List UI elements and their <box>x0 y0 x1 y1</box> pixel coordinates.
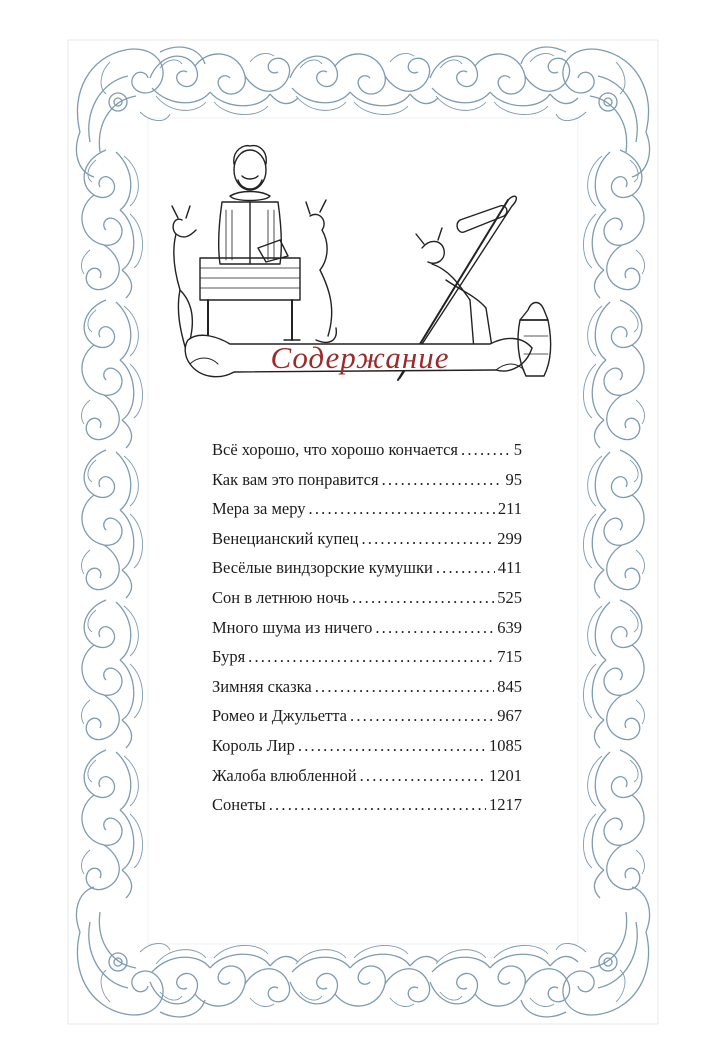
toc-entry[interactable] <box>212 618 522 648</box>
toc-entry[interactable] <box>212 440 522 470</box>
toc-entry[interactable] <box>212 647 522 677</box>
toc-entry[interactable] <box>212 677 522 707</box>
toc-entry-title: Король Лир <box>212 735 295 755</box>
toc-entry-page: 845 <box>497 676 522 696</box>
toc-entry[interactable] <box>212 529 522 559</box>
toc-entry-page: 1201 <box>489 765 522 785</box>
toc-entry-page: 1085 <box>489 735 522 755</box>
toc-entry-title: Ромео и Джульетта <box>212 706 348 726</box>
toc-entry-page: 211 <box>497 499 522 519</box>
toc-entry-page: 715 <box>497 647 522 667</box>
toc-entry-page: 967 <box>497 706 522 726</box>
toc-entry-title: Весёлые виндзорские кумушки <box>212 558 433 578</box>
toc-leader-dots <box>298 736 486 756</box>
toc-entry[interactable] <box>212 766 522 796</box>
toc-entry[interactable] <box>212 499 522 529</box>
table-of-contents <box>212 440 522 825</box>
toc-leader-dots <box>269 795 486 815</box>
toc-entry[interactable] <box>212 470 522 500</box>
toc-entry[interactable] <box>212 706 522 736</box>
toc-entry-title: Много шума из ничего <box>212 617 373 637</box>
toc-entry[interactable] <box>212 736 522 766</box>
toc-entry-title: Буря <box>212 647 246 667</box>
toc-entry-title: Сонеты <box>212 795 266 815</box>
toc-entry-page: 411 <box>497 558 522 578</box>
toc-entry-page: 525 <box>497 587 522 607</box>
toc-entry-title: Венецианский купец <box>212 528 359 548</box>
toc-entry-title: Жалоба влюбленной <box>212 765 357 785</box>
toc-entry-page: 639 <box>497 617 522 637</box>
toc-leader-dots <box>248 647 494 667</box>
toc-entry[interactable] <box>212 588 522 618</box>
toc-entry-title: Сон в летнюю ночь <box>212 587 349 607</box>
toc-leader-dots <box>361 529 494 549</box>
toc-leader-dots <box>350 706 494 726</box>
toc-leader-dots <box>461 440 511 460</box>
toc-leader-dots <box>315 677 495 697</box>
toc-entry-page: 95 <box>505 469 522 489</box>
toc-entry[interactable] <box>212 558 522 588</box>
toc-leader-dots <box>375 618 494 638</box>
toc-entry[interactable] <box>212 795 522 825</box>
toc-leader-dots <box>352 588 494 608</box>
toc-leader-dots <box>436 558 495 578</box>
contents-heading: Содержание <box>270 340 450 375</box>
toc-leader-dots <box>360 766 486 786</box>
toc-entry-title: Всё хорошо, что хорошо кончается <box>212 440 459 459</box>
toc-entry-title: Зимняя сказка <box>212 676 312 696</box>
toc-entry-page: 299 <box>497 528 522 548</box>
toc-entry-page: 5 <box>513 440 522 459</box>
toc-entry-title: Как вам это понравится <box>212 469 379 489</box>
toc-entry-title: Мера за меру <box>212 499 306 519</box>
toc-entry-page: 1217 <box>489 795 522 815</box>
toc-leader-dots <box>382 470 503 490</box>
toc-leader-dots <box>309 499 495 519</box>
